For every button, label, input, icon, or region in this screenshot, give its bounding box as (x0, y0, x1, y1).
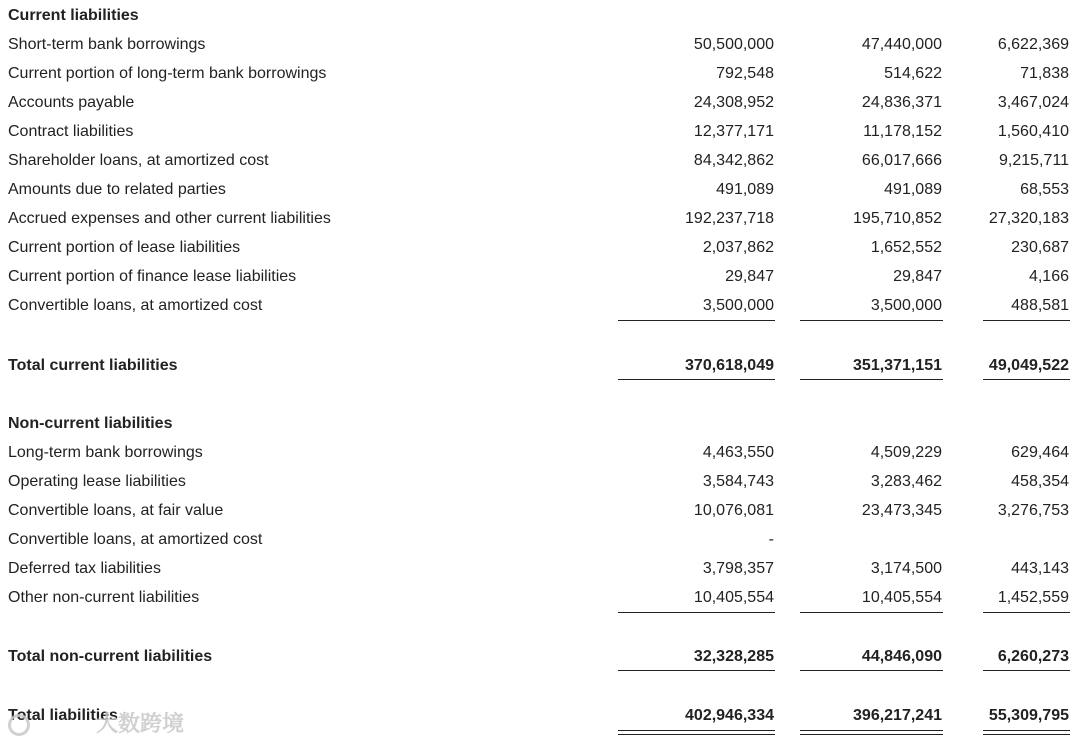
row-label: Operating lease liabilities (8, 473, 186, 490)
value-col-1: 2,037,862 (702, 239, 774, 256)
value-col-2: 10,405,554 (861, 589, 942, 606)
table-row (0, 30, 1080, 59)
table-row (0, 554, 1080, 583)
total-rule (800, 670, 943, 671)
double-rule-bottom (800, 734, 943, 735)
subtotal-rule (618, 320, 775, 321)
value-col-3: 3,467,024 (997, 94, 1069, 111)
row-label: Current portion of lease liabilities (8, 239, 241, 256)
table-row (0, 204, 1080, 233)
double-rule-bottom (983, 734, 1070, 735)
row-label: Accrued expenses and other current liabilities (8, 210, 331, 227)
row-label: Current portion of long-term bank borrowings (8, 65, 327, 82)
section-header-noncurrent (0, 409, 1080, 438)
row-label: Convertible loans, at fair value (8, 502, 224, 519)
double-rule-top (800, 730, 943, 731)
value-col-3: 9,215,711 (999, 152, 1069, 169)
total-col-2: 44,846,090 (861, 648, 942, 665)
value-col-3: 488,581 (1011, 297, 1069, 314)
total-row-noncurrent (0, 642, 1080, 671)
value-col-2: 66,017,666 (861, 152, 942, 169)
value-col-2: 1,652,552 (870, 239, 942, 256)
subtotal-rule (618, 612, 775, 613)
total-col-1: 32,328,285 (693, 648, 774, 665)
total-rule (983, 379, 1070, 380)
value-col-3: 1,560,410 (997, 123, 1069, 140)
value-col-2: 514,622 (884, 65, 942, 82)
value-col-2: 29,847 (893, 268, 942, 285)
row-label: Deferred tax liabilities (8, 560, 161, 577)
table-row (0, 291, 1080, 320)
total-col-2: 351,371,151 (853, 357, 942, 374)
total-col-3: 49,049,522 (988, 357, 1069, 374)
value-col-2: 3,174,500 (870, 560, 942, 577)
total-rule (800, 379, 943, 380)
value-col-3: 1,452,559 (997, 589, 1069, 606)
subtotal-rule (983, 612, 1070, 613)
value-col-1: 24,308,952 (693, 94, 774, 111)
value-col-2: 4,509,229 (870, 444, 942, 461)
table-row (0, 88, 1080, 117)
row-label: Amounts due to related parties (8, 181, 226, 198)
total-label: Total liabilities (8, 707, 118, 724)
value-col-3: 68,553 (1020, 181, 1069, 198)
row-label: Accounts payable (8, 94, 135, 111)
value-col-1: 4,463,550 (702, 444, 774, 461)
table-row (0, 59, 1080, 88)
total-col-3: 55,309,795 (988, 707, 1069, 724)
value-col-1: 50,500,000 (693, 36, 774, 53)
table-row (0, 583, 1080, 612)
watermark-text: 大数跨境 (96, 711, 185, 736)
value-col-2: 195,710,852 (853, 210, 942, 227)
total-label: Total current liabilities (8, 357, 178, 374)
value-col-1: 84,342,862 (693, 152, 774, 169)
table-row (0, 467, 1080, 496)
table-row (0, 146, 1080, 175)
value-col-1: 12,377,171 (693, 123, 774, 140)
total-rule (618, 670, 775, 671)
table-row (0, 262, 1080, 291)
total-rule (983, 670, 1070, 671)
table-row (0, 117, 1080, 146)
watermark-logo-icon (8, 714, 30, 736)
value-col-1: 10,405,554 (693, 589, 774, 606)
row-label: Short-term bank borrowings (8, 36, 206, 53)
value-col-3: 3,276,753 (997, 502, 1069, 519)
value-col-1: 3,798,357 (702, 560, 774, 577)
row-label: Shareholder loans, at amortized cost (8, 152, 269, 169)
value-col-1: - (768, 531, 774, 548)
subtotal-rule (800, 612, 943, 613)
value-col-1: 792,548 (716, 65, 774, 82)
watermark (8, 706, 184, 742)
value-col-1: 491,089 (716, 181, 774, 198)
total-col-1: 370,618,049 (685, 357, 774, 374)
subtotal-rule (983, 320, 1070, 321)
table-row (0, 438, 1080, 467)
row-label: Current portion of finance lease liabilities (8, 268, 297, 285)
table-row (0, 525, 1080, 554)
row-label: Convertible loans, at amortized cost (8, 297, 263, 314)
value-col-1: 3,584,743 (702, 473, 774, 490)
section-title: Current liabilities (8, 7, 139, 24)
double-rule-top (618, 730, 775, 731)
value-col-2: 24,836,371 (861, 94, 942, 111)
value-col-2: 11,178,152 (863, 123, 942, 140)
value-col-2: 3,283,462 (870, 473, 942, 490)
total-row-current (0, 351, 1080, 380)
table-row (0, 175, 1080, 204)
value-col-2: 23,473,345 (861, 502, 942, 519)
value-col-2: 3,500,000 (870, 297, 942, 314)
row-label: Contract liabilities (8, 123, 134, 140)
value-col-1: 29,847 (725, 268, 774, 285)
value-col-3: 443,143 (1011, 560, 1069, 577)
value-col-3: 4,166 (1028, 268, 1069, 285)
total-col-1: 402,946,334 (685, 707, 774, 724)
total-col-2: 396,217,241 (853, 707, 942, 724)
row-label: Other non-current liabilities (8, 589, 200, 606)
table-row (0, 496, 1080, 525)
value-col-3: 458,354 (1011, 473, 1069, 490)
section-header-current (0, 1, 1080, 30)
section-title: Non-current liabilities (8, 415, 173, 432)
double-rule-bottom (618, 734, 775, 735)
value-col-3: 230,687 (1011, 239, 1069, 256)
row-label: Long-term bank borrowings (8, 444, 203, 461)
total-label: Total non-current liabilities (8, 648, 213, 665)
table-row (0, 233, 1080, 262)
double-rule-top (983, 730, 1070, 731)
value-col-2: 491,089 (884, 181, 942, 198)
total-col-3: 6,260,273 (997, 648, 1069, 665)
value-col-3: 629,464 (1011, 444, 1069, 461)
value-col-3: 71,838 (1020, 65, 1069, 82)
value-col-3: 6,622,369 (997, 36, 1069, 53)
value-col-1: 3,500,000 (702, 297, 774, 314)
value-col-2: 47,440,000 (861, 36, 942, 53)
row-label: Convertible loans, at amortized cost (8, 531, 263, 548)
value-col-3: 27,320,183 (988, 210, 1069, 227)
total-rule (618, 379, 775, 380)
value-col-1: 192,237,718 (685, 210, 774, 227)
subtotal-rule (800, 320, 943, 321)
value-col-1: 10,076,081 (693, 502, 774, 519)
